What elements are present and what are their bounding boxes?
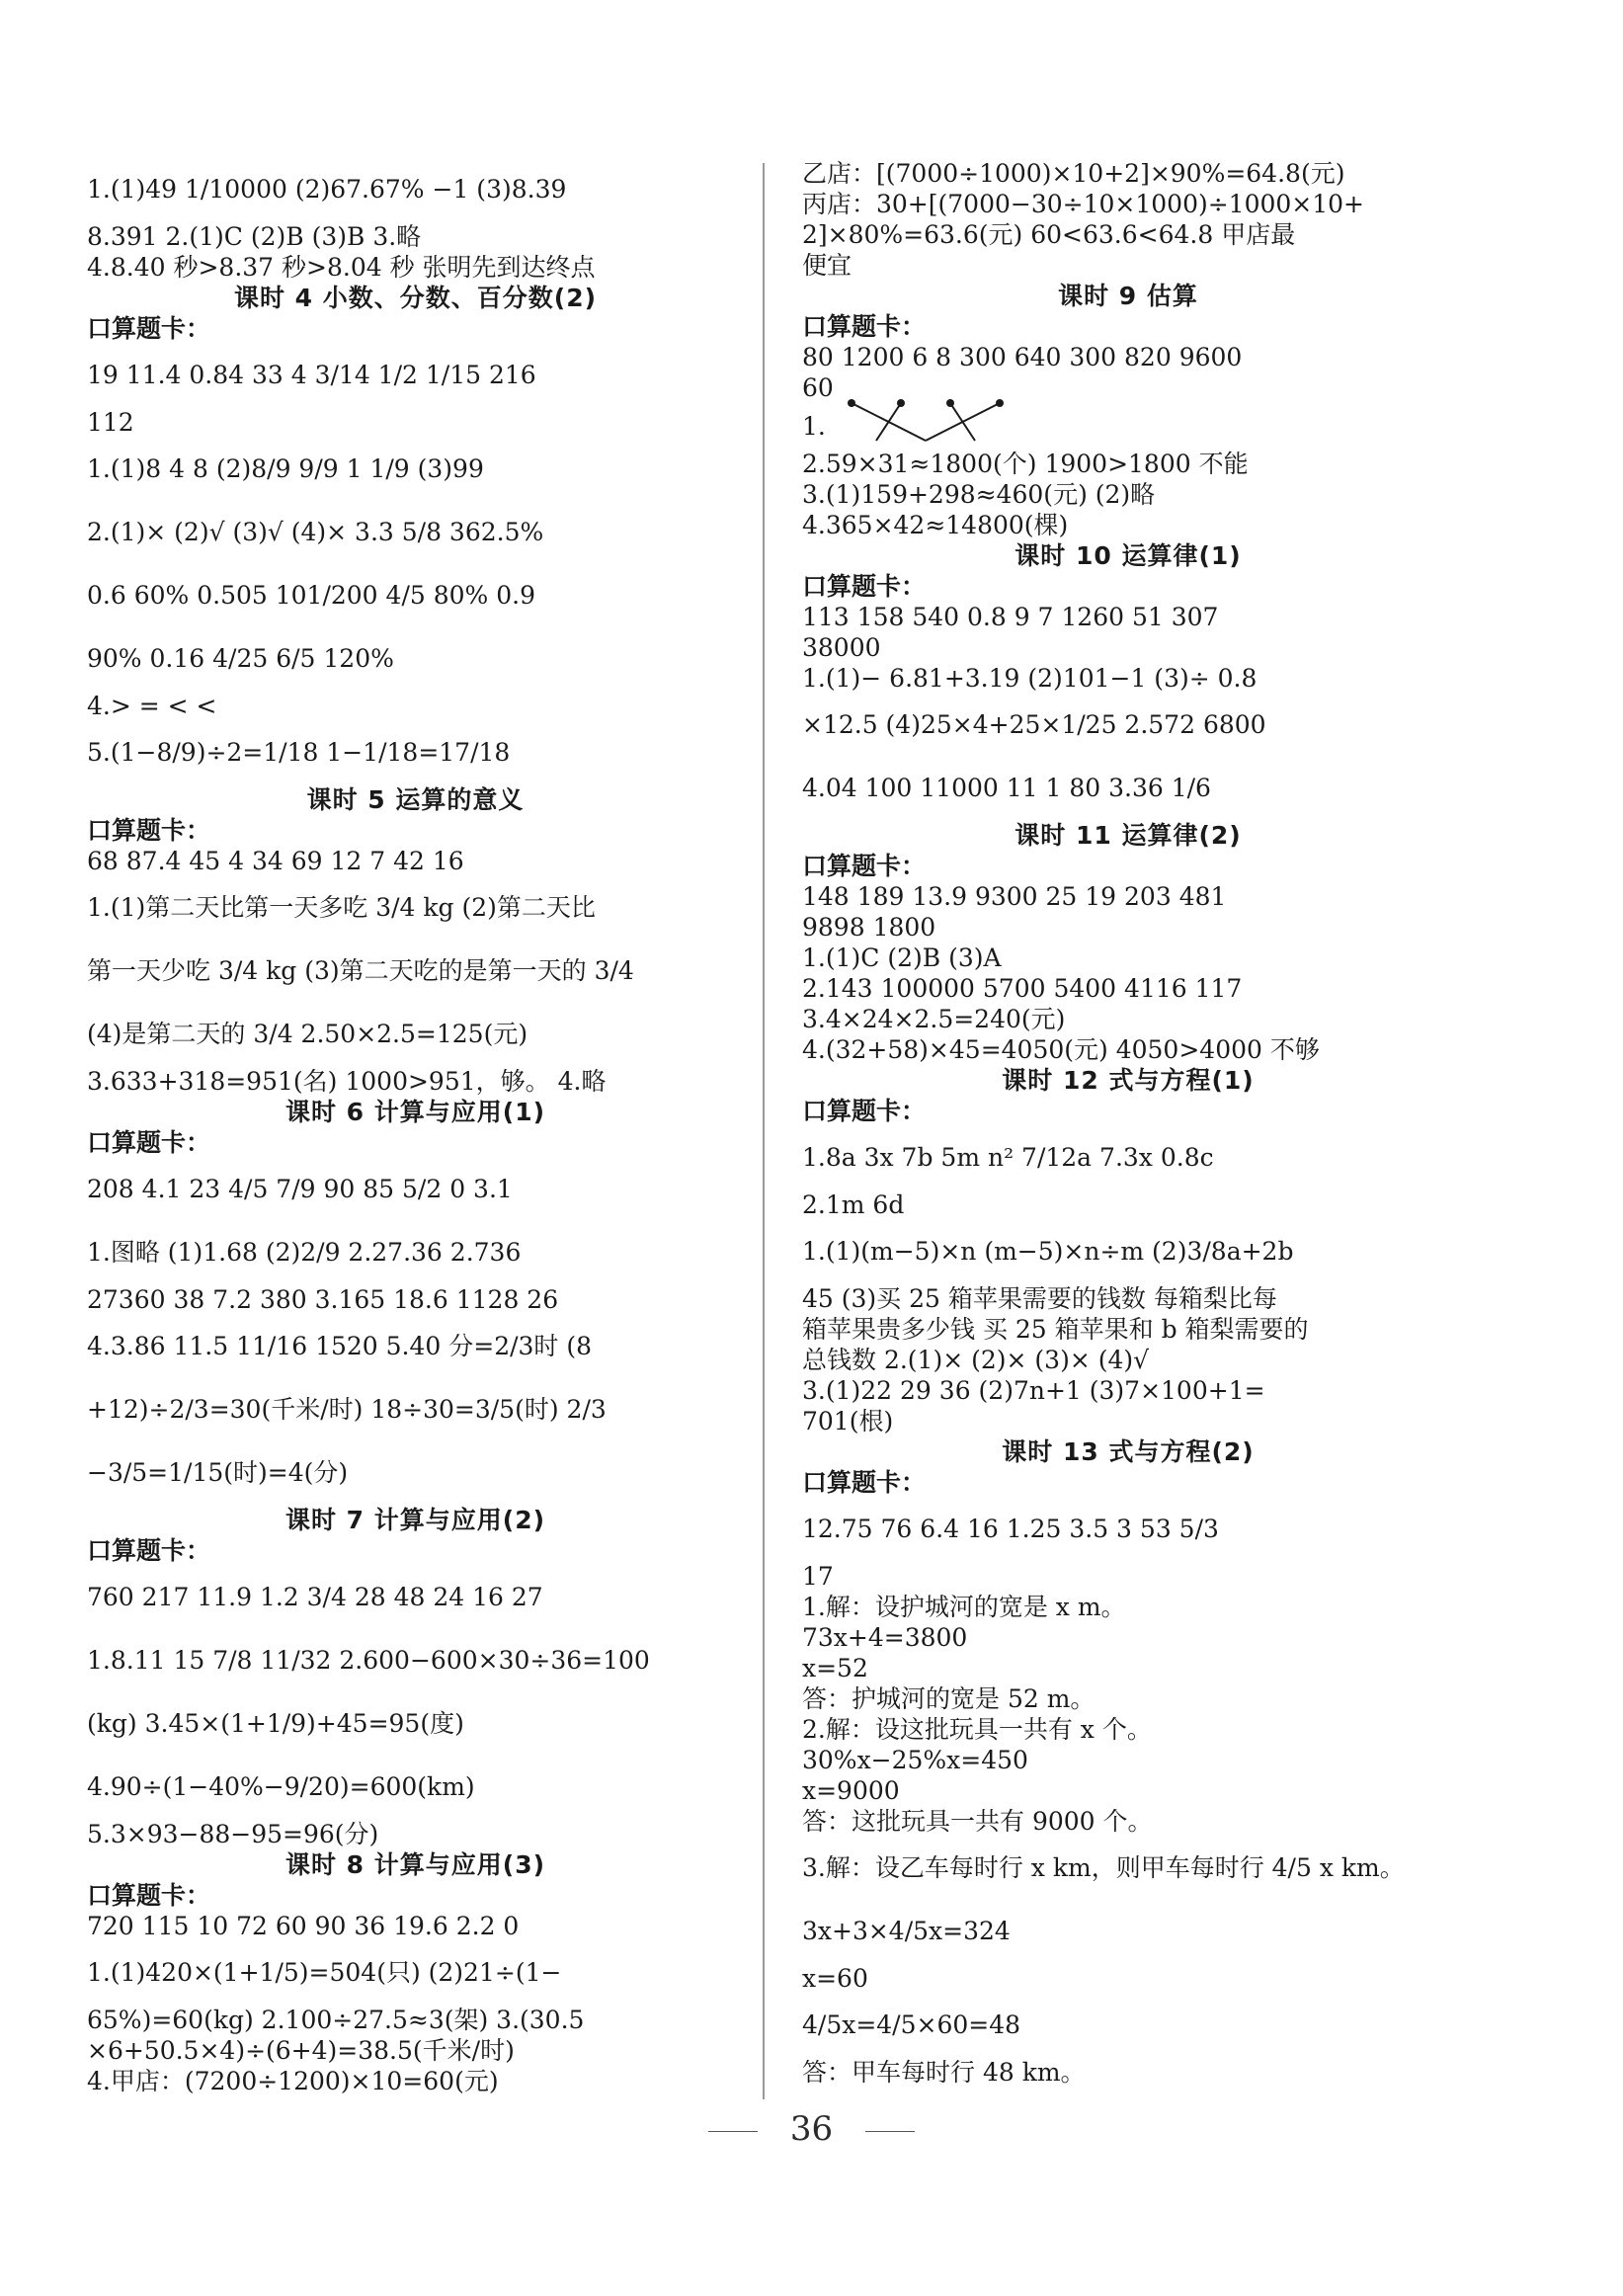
answer-line: (4)是第二天的 3/4 2.50×2.5=125(元) <box>87 1020 528 1048</box>
answer-line: 4.04 100 11000 11 1 80 3.36 1/6 <box>802 774 1211 802</box>
answer-line: 112 <box>87 408 134 437</box>
answer-line: 27360 38 7.2 380 3.165 18.6 1128 26 <box>87 1285 559 1314</box>
answer-line: 701(根) <box>802 1407 894 1435</box>
answer-line: 113 158 540 0.8 9 7 1260 51 307 <box>802 603 1219 631</box>
answer-line: 4.8.40 秒>8.37 秒>8.04 秒 张明先到达终点 <box>87 253 596 282</box>
answer-line: 3.633+318=951(名) 1000>951，够。 4.略 <box>87 1067 607 1096</box>
left-column <box>87 158 744 2096</box>
oral-card-label: 口算题卡： <box>87 1128 211 1157</box>
matching-dot <box>996 399 1004 407</box>
answer-line: 3x+3×4/5x=324 <box>802 1917 1011 1945</box>
answer-line: 答：护城河的宽是 52 m。 <box>802 1684 1096 1713</box>
answer-line: 90% 0.16 4/25 6/5 120% <box>87 644 394 673</box>
answer-line: 38000 <box>802 633 881 662</box>
lesson-title: 课时 11 运算律(2) <box>1014 821 1242 850</box>
answer-line: 45 (3)买 25 箱苹果需要的钱数 每箱梨比每 <box>802 1284 1277 1313</box>
oral-card-label: 口算题卡： <box>802 312 927 341</box>
item-label: 1. <box>802 412 826 441</box>
oral-card-label: 口算题卡： <box>87 1881 211 1910</box>
answer-line: 17 <box>802 1562 834 1591</box>
footer-dash-right <box>865 2131 915 2132</box>
lesson-title: 课时 7 计算与应用(2) <box>284 1506 546 1534</box>
answer-line: x=60 <box>802 1964 868 1993</box>
answer-line: −3/5=1/15(时)=4(分) <box>87 1458 349 1487</box>
matching-line <box>926 403 1000 441</box>
answer-line: 720 115 10 72 60 90 36 19.6 2.2 0 <box>87 1912 520 1940</box>
answer-line: ×12.5 (4)25×4+25×1/25 2.572 6800 <box>802 710 1266 739</box>
answer-line: +12)÷2/3=30(千米/时) 18÷30=3/5(时) 2/3 <box>87 1395 607 1424</box>
oral-card-label: 口算题卡： <box>802 1468 927 1497</box>
answer-line: 3.(1)159+298≈460(元) (2)略 <box>802 480 1156 509</box>
oral-card-label: 口算题卡： <box>802 852 927 880</box>
answer-line: 8.391 2.(1)C (2)B (3)B 3.略 <box>87 222 422 251</box>
page-number: 36 <box>789 2109 834 2149</box>
answer-line: 1.解：设护城河的宽是 x m。 <box>802 1593 1126 1621</box>
answer-line: 1.8a 3x 7b 5m n² 7/12a 7.3x 0.8c <box>802 1143 1214 1172</box>
answer-line: 4.365×42≈14800(棵) <box>802 511 1069 539</box>
answer-line: 4.90÷(1−40%−9/20)=600(km) <box>87 1772 475 1801</box>
lesson-title: 课时 10 运算律(1) <box>1014 541 1242 570</box>
answer-line: 1.(1)第二天比第一天多吃 3/4 kg (2)第二天比 <box>87 893 596 922</box>
answer-line: 1.图略 (1)1.68 (2)2/9 2.27.36 2.736 <box>87 1238 522 1267</box>
answer-line: 4.3.86 11.5 11/16 1520 5.40 分=2/3时 (8 <box>87 1332 593 1360</box>
answer-line: 3.4×24×2.5=240(元) <box>802 1005 1066 1033</box>
answer-line: 1.(1)(m−5)×n (m−5)×n÷m (2)3/8a+2b <box>802 1237 1294 1266</box>
matching-dot <box>897 399 905 407</box>
matching-diagram-row <box>802 403 1454 449</box>
answer-line: 第一天少吃 3/4 kg (3)第二天吃的是第一天的 3/4 <box>87 956 634 985</box>
answer-line: 2.1m 6d <box>802 1190 905 1219</box>
oral-card-label: 口算题卡： <box>802 1097 927 1125</box>
answer-line: 208 4.1 23 4/5 7/9 90 85 5/2 0 3.1 <box>87 1175 513 1203</box>
answer-line: 1.(1)C (2)B (3)A <box>802 943 1002 972</box>
answer-line: 30%x−25%x=450 <box>802 1746 1028 1774</box>
answer-line: 1.(1)420×(1+1/5)=504(只) (2)21÷(1− <box>87 1958 562 1987</box>
right-column <box>802 158 1454 2088</box>
answer-line: 2.解：设这批玩具一共有 x 个。 <box>802 1715 1152 1744</box>
column-divider <box>763 163 765 2099</box>
answer-line: x=52 <box>802 1654 868 1682</box>
lesson-title: 课时 5 运算的意义 <box>306 785 525 814</box>
answer-line: 4.(32+58)×45=4050(元) 4050>4000 不够 <box>802 1035 1320 1064</box>
answer-line: 2.(1)× (2)√ (3)√ (4)× 3.3 5/8 362.5% <box>87 518 544 546</box>
answer-line: 4/5x=4/5×60=48 <box>802 2010 1021 2039</box>
matching-lines-diagram <box>832 397 1029 447</box>
lesson-title: 课时 9 估算 <box>1058 282 1198 310</box>
oral-card-label: 口算题卡： <box>87 314 211 343</box>
lesson-title: 课时 6 计算与应用(1) <box>284 1098 546 1126</box>
oral-card-label: 口算题卡： <box>87 816 211 845</box>
page-footer <box>0 2109 1623 2149</box>
answer-line: 5.(1−8/9)÷2=1/18 1−1/18=17/18 <box>87 738 511 767</box>
answer-line: 便宜 <box>802 251 852 280</box>
answer-line: 2.143 100000 5700 5400 4116 117 <box>802 974 1243 1003</box>
matching-line <box>876 403 901 441</box>
answer-line: 73x+4=3800 <box>802 1623 968 1652</box>
answer-line: 答：这批玩具一共有 9000 个。 <box>802 1807 1153 1836</box>
lesson-title: 课时 13 式与方程(2) <box>1002 1437 1255 1466</box>
answer-line: 60 <box>802 373 834 402</box>
answer-line: 68 87.4 45 4 34 69 12 7 42 16 <box>87 847 464 875</box>
answer-line: 2]×80%=63.6(元) 60<63.6<64.8 甲店最 <box>802 220 1296 249</box>
answer-line: ×6+50.5×4)÷(6+4)=38.5(千米/时) <box>87 2036 515 2065</box>
footer-dash-left <box>708 2131 758 2132</box>
answer-line: 9898 1800 <box>802 913 936 942</box>
answer-line: 1.8.11 15 7/8 11/32 2.600−600×30÷36=100 <box>87 1646 650 1675</box>
answer-line: 19 11.4 0.84 33 4 3/14 1/2 1/15 216 <box>87 361 536 389</box>
answer-line: (kg) 3.45×(1+1/9)+45=95(度) <box>87 1709 464 1738</box>
answer-line: 5.3×93−88−95=96(分) <box>87 1820 379 1848</box>
answer-line: 1.(1)49 1/10000 (2)67.67% −1 (3)8.39 <box>87 175 567 204</box>
answer-line: 4.甲店：(7200÷1200)×10=60(元) <box>87 2067 499 2095</box>
answer-line: 80 1200 6 8 300 640 300 820 9600 <box>802 343 1243 371</box>
lesson-title: 课时 12 式与方程(1) <box>1002 1066 1255 1095</box>
answer-line: 0.6 60% 0.505 101/200 4/5 80% 0.9 <box>87 581 535 610</box>
answer-line: 1.(1)8 4 8 (2)8/9 9/9 1 1/9 (3)99 <box>87 454 484 483</box>
lesson-title: 课时 4 小数、分数、百分数(2) <box>233 284 598 312</box>
answer-line: 丙店：30+[(7000−30÷10×1000)÷1000×10+ <box>802 190 1365 218</box>
oral-card-label: 口算题卡： <box>802 572 927 601</box>
answer-line: 148 189 13.9 9300 25 19 203 481 <box>802 882 1227 911</box>
answer-line: 3.解：设乙车每时行 x km，则甲车每时行 4/5 x km。 <box>802 1853 1405 1882</box>
answer-line: 箱苹果贵多少钱 买 25 箱苹果和 b 箱梨需要的 <box>802 1315 1309 1344</box>
lesson-title: 课时 8 计算与应用(3) <box>284 1850 546 1879</box>
answer-line: 乙店：[(7000÷1000)×10+2]×90%=64.8(元) <box>802 159 1345 188</box>
answer-line: x=9000 <box>802 1776 900 1805</box>
answer-line: 760 217 11.9 1.2 3/4 28 48 24 16 27 <box>87 1583 543 1611</box>
answer-line: 3.(1)22 29 36 (2)7n+1 (3)7×100+1= <box>802 1376 1265 1405</box>
answer-line: 1.(1)− 6.81+3.19 (2)101−1 (3)÷ 0.8 <box>802 664 1258 693</box>
answer-line: 答：甲车每时行 48 km。 <box>802 2058 1086 2087</box>
answer-line: 4.> = < < <box>87 692 217 720</box>
oral-card-label: 口算题卡： <box>87 1536 211 1565</box>
answer-line: 总钱数 2.(1)× (2)× (3)× (4)√ <box>802 1346 1150 1374</box>
matching-dot <box>848 399 855 407</box>
answer-line: 12.75 76 6.4 16 1.25 3.5 3 53 5/3 <box>802 1515 1219 1543</box>
answer-line: 2.59×31≈1800(个) 1900>1800 不能 <box>802 450 1249 478</box>
answer-line: 65%)=60(kg) 2.100÷27.5≈3(架) 3.(30.5 <box>87 2006 585 2034</box>
matching-dot <box>946 399 954 407</box>
